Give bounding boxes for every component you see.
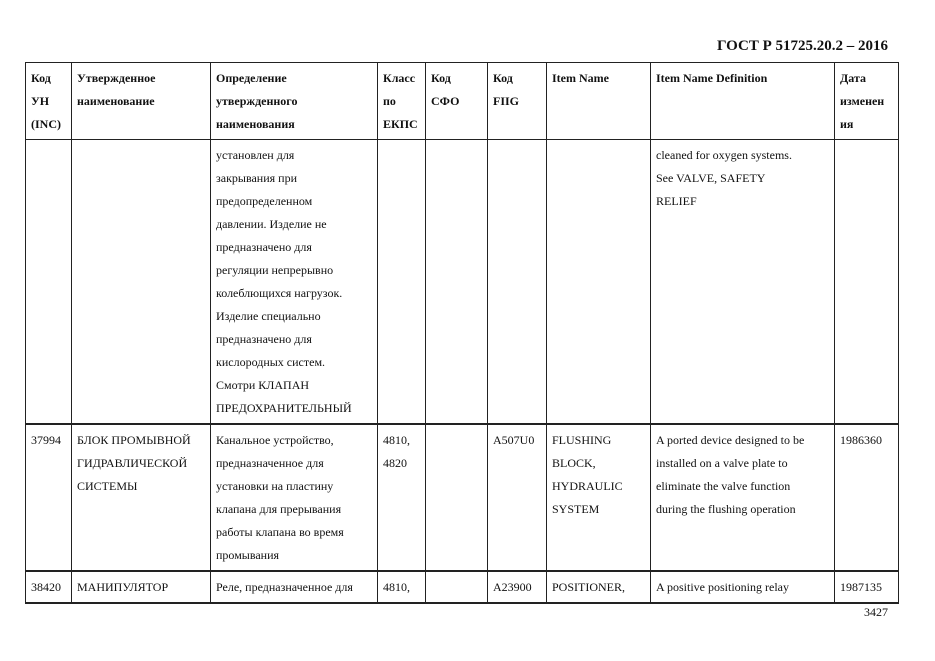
cell-approved-name <box>72 424 211 571</box>
cell-item-name <box>547 571 651 603</box>
header-class <box>378 63 426 140</box>
cell-line: FLUSHING <box>552 433 612 447</box>
header-line: Класс <box>383 71 416 85</box>
header-approved-name <box>72 63 211 140</box>
cell-date <box>835 571 899 603</box>
header-item-name <box>547 63 651 140</box>
table-row <box>26 571 899 603</box>
header-line: Код <box>31 71 51 85</box>
cell-definition <box>211 424 378 571</box>
header-line: ЕКПС <box>383 117 418 131</box>
cell-sfo <box>426 571 488 603</box>
header-line: изменен <box>840 94 885 108</box>
header-sfo <box>426 63 488 140</box>
cell-line: A507U0 <box>493 433 535 447</box>
cell-item-name <box>547 424 651 571</box>
cell-fiig <box>488 140 547 425</box>
cell-line: 4820 <box>383 456 407 470</box>
cell-item-name <box>547 140 651 425</box>
classification-table <box>25 62 899 604</box>
header-fiig <box>488 63 547 140</box>
cell-line: cleaned for oxygen systems. <box>656 148 792 162</box>
cell-line: A positive positioning relay <box>656 580 789 594</box>
cell-class <box>378 424 426 571</box>
cell-line: предназначенное для <box>216 456 324 470</box>
cell-line: Канальное устройство, <box>216 433 334 447</box>
cell-inc <box>26 571 72 603</box>
cell-line: 4810, <box>383 580 410 594</box>
cell-line: SYSTEM <box>552 502 600 516</box>
cell-sfo <box>426 140 488 425</box>
cell-line: 4810, <box>383 433 410 447</box>
cell-line: клапана для прерывания <box>216 502 342 516</box>
cell-date <box>835 140 899 425</box>
cell-line: eliminate the valve function <box>656 479 791 493</box>
cell-item-definition <box>651 424 835 571</box>
header-line: Утвержденное <box>77 71 156 85</box>
header-line: утвержденного <box>216 94 298 108</box>
header-line: наименования <box>216 117 295 131</box>
cell-line: промывания <box>216 548 280 562</box>
cell-line: СИСТЕМЫ <box>77 479 138 493</box>
cell-line: 38420 <box>31 580 61 594</box>
cell-line: МАНИПУЛЯТОР <box>77 580 169 594</box>
cell-fiig <box>488 571 547 603</box>
header-line: наименование <box>77 94 155 108</box>
cell-line: ГИДРАВЛИЧЕСКОЙ <box>77 456 188 470</box>
header-inc <box>26 63 72 140</box>
cell-line: регуляции непрерывно <box>216 263 334 277</box>
table-row <box>26 424 899 571</box>
cell-line: установлен для <box>216 148 295 162</box>
cell-definition <box>211 571 378 603</box>
header-line: Код <box>431 71 451 85</box>
header-line: (INC) <box>31 117 61 131</box>
header-line: Код <box>493 71 513 85</box>
page-number: 3427 <box>864 605 888 619</box>
cell-line: предназначено для <box>216 332 312 346</box>
header-item-definition <box>651 63 835 140</box>
cell-line: 37994 <box>31 433 61 447</box>
cell-line: See VALVE, SAFETY <box>656 171 766 185</box>
header-line: Item Name Definition <box>656 71 768 85</box>
cell-item-definition <box>651 140 835 425</box>
cell-line: A ported device designed to be <box>656 433 805 447</box>
cell-inc <box>26 140 72 425</box>
cell-line: during the flushing operation <box>656 502 796 516</box>
cell-approved-name <box>72 571 211 603</box>
cell-line: предназначено для <box>216 240 312 254</box>
cell-line: A23900 <box>493 580 532 594</box>
header-line: СФО <box>431 94 460 108</box>
cell-inc <box>26 424 72 571</box>
cell-line: Реле, предназначенное для <box>216 580 353 594</box>
cell-fiig <box>488 424 547 571</box>
cell-line: POSITIONER, <box>552 580 626 594</box>
cell-line: установки на пластину <box>216 479 334 493</box>
header-line: по <box>383 94 396 108</box>
cell-line: закрывания при <box>216 171 297 185</box>
cell-line: 1986360 <box>840 433 882 447</box>
header-line: ия <box>840 117 854 131</box>
header-definition <box>211 63 378 140</box>
cell-line: БЛОК ПРОМЫВНОЙ <box>77 433 191 447</box>
cell-line: колеблющихся нагрузок. <box>216 286 343 300</box>
header-line: Item Name <box>552 71 609 85</box>
header-line: Дата <box>840 71 866 85</box>
header-date <box>835 63 899 140</box>
document-standard-header: ГОСТ Р 51725.20.2 – 2016 <box>716 38 888 54</box>
cell-line: installed on a valve plate to <box>656 456 788 470</box>
header-line: FIIG <box>493 94 520 108</box>
cell-line: RELIEF <box>656 194 697 208</box>
header-line: Определение <box>216 71 287 85</box>
cell-line: ПРЕДОХРАНИТЕЛЬНЫЙ <box>216 401 352 415</box>
cell-line: работы клапана во время <box>216 525 344 539</box>
cell-sfo <box>426 424 488 571</box>
cell-definition <box>211 140 378 425</box>
cell-line: HYDRAULIC <box>552 479 623 493</box>
table-row <box>26 140 899 425</box>
cell-line: Смотри КЛАПАН <box>216 378 310 392</box>
cell-approved-name <box>72 140 211 425</box>
cell-line: кислородных систем. <box>216 355 326 369</box>
cell-line: BLOCK, <box>552 456 596 470</box>
header-line: УН <box>31 94 50 108</box>
cell-class <box>378 571 426 603</box>
table-header-row <box>26 63 899 140</box>
cell-item-definition <box>651 571 835 603</box>
cell-line: предопределенном <box>216 194 313 208</box>
cell-date <box>835 424 899 571</box>
cell-line: давлении. Изделие не <box>216 217 327 231</box>
cell-line: 1987135 <box>840 580 882 594</box>
cell-class <box>378 140 426 425</box>
cell-line: Изделие специально <box>216 309 321 323</box>
